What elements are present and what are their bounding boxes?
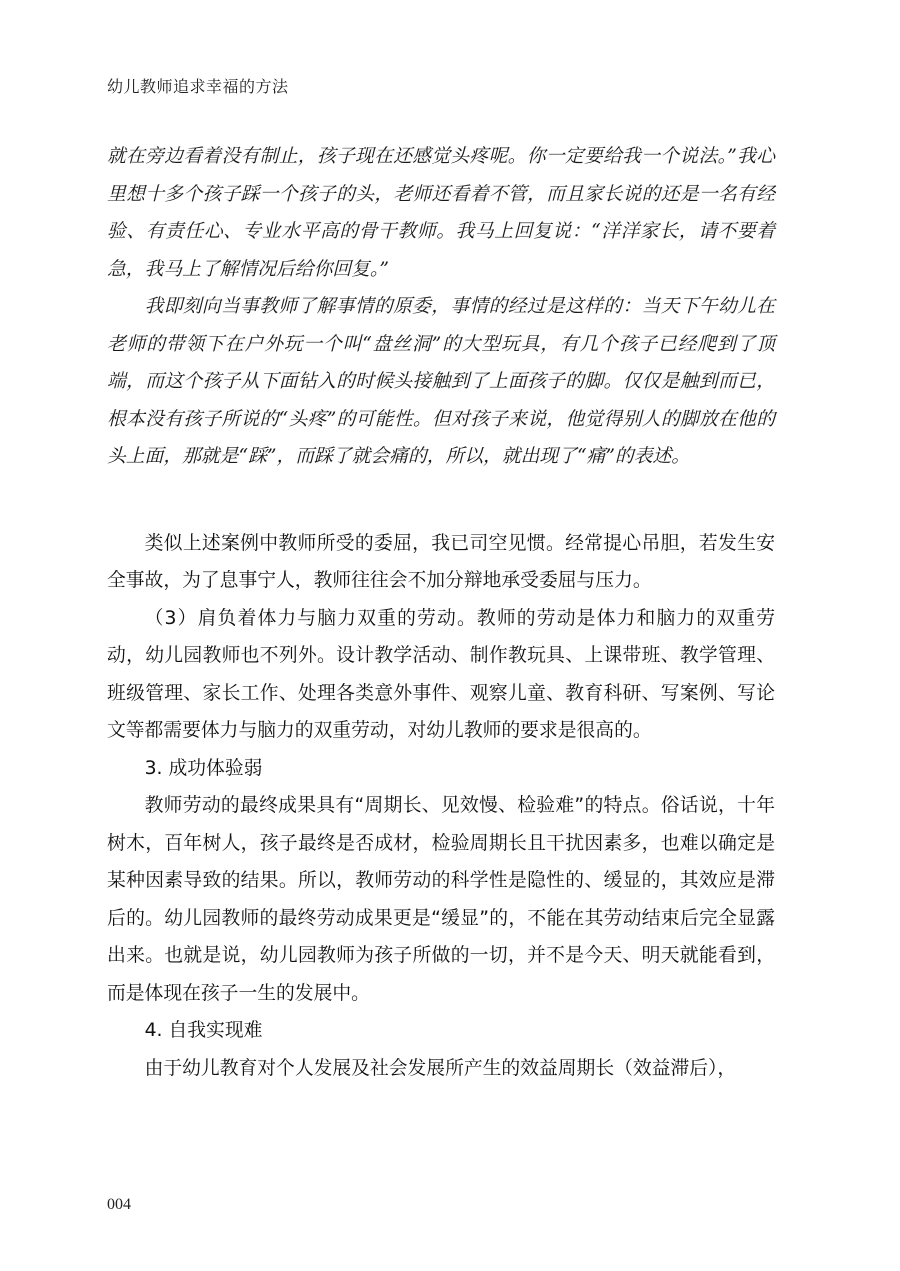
running-header: 幼儿教师追求幸福的方法 [107, 77, 289, 96]
body-paragraph: 类似上述案例中教师所受的委屈，我已司空见惯。经常提心吊胆，若发生安全事故，为了息事宁人，教师往往会不加分辩地承受委屈与压力。 [107, 532, 775, 591]
case-quote-paragraph: 我即刻向当事教师了解事情的原委，事情的经过是这样的：当天下午幼儿在老师的带领下在户外玩一个叫“盘丝洞”的大型玩具，有几个孩子已经爬到了顶端，而这个孩子从下面钻入的时候头接触到了上面孩子的脚。仅仅是触到而已，根本没有孩子所说的“头疼”的可能性。但对孩子来说，他觉得别人的脚放在他的头上面，那就是“踩”，而踩了就会痛的，所以，就出现了“痛”的表述。 [107, 296, 775, 467]
case-quote-paragraph: 就在旁边看着没有制止，孩子现在还感觉头疼呢。你一定要给我一个说法。”我心里想十多个孩子踩一个孩子的头，老师还看着不管，而且家长说的还是一名有经验、有责任心、专业水平高的骨干教师。我马上回复说：“洋洋家长，请不要着急，我马上了解情况后给你回复。” [107, 146, 775, 280]
section-heading: 3. 成功体验弱 [144, 757, 263, 779]
body-paragraph: 由于幼儿教育对个人发展及社会发展所产生的效益周期长（效益滞后）， [144, 1057, 737, 1079]
section-gap [107, 476, 775, 525]
section-heading: 4. 自我实现难 [144, 1020, 263, 1041]
page-number: 004 [107, 1196, 131, 1213]
body-paragraph: 教师劳动的最终成果具有“周期长、见效慢、检验难”的特点。俗话说，十年树木，百年树人，孩子最终是否成材，检验周期长且干扰因素多，也难以确定是某种因素导致的结果。所以，教师劳动的科学性是隐性的、缓显的，其效应是滞后的。幼儿园教师的最终劳动成果更是“缓显”的，不能在其劳动结束后完全显露出来。也就是说，幼儿园教师为孩子所做的一切，并不是今天、明天就能看到，而是体现在孩子一生的发展中。 [107, 795, 775, 1004]
page-body [107, 138, 775, 1087]
body-paragraph: （3）肩负着体力与脑力双重的劳动。教师的劳动是体力和脑力的双重劳动，幼儿园教师也不列外。设计教学活动、制作教玩具、上课带班、教学管理、班级管理、家长工作、处理各类意外事件、观察儿童、教育科研、写案例、写论文等都需要体力与脑力的双重劳动，对幼儿教师的要求是很高的。 [107, 607, 775, 741]
